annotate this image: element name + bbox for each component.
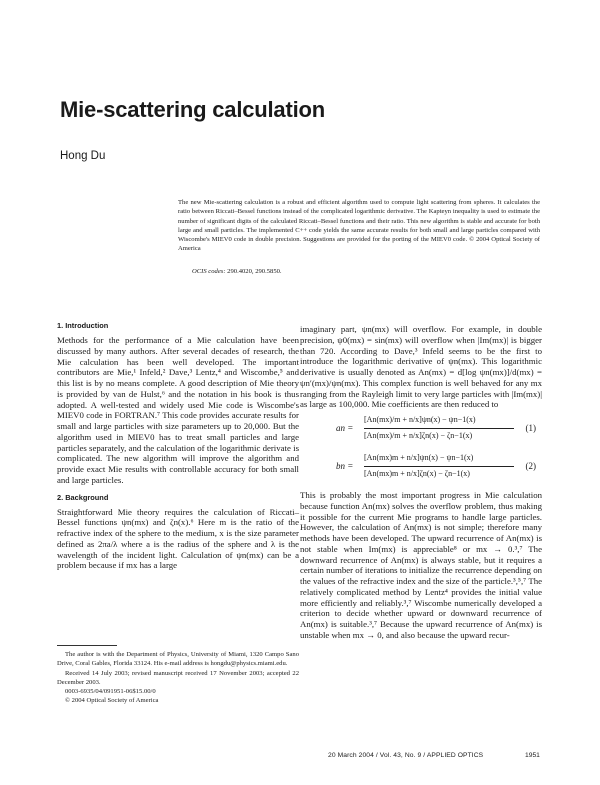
right-column bbox=[300, 324, 542, 641]
abstract: The new Mie-scattering calculation is a robust and efficient algorithm used to compute light scattering from spheres. It calculates the ratio between Riccati–Bessel functions instead of the complicated logarithmic derivative. The Kapteyn inequality is used to estimate the number of significant digits of the calculated Riccati–Bessel functions and their ratio. This new algorithm is stable and accurate for both large and small particles. The implemented C++ code yields the same accurate results for both small and large particles compared with Wiscombe's MIEV0 code in double precision. Suggestions are provided for the porting of the MIEV0 code. © 2004 Optical Society of America bbox=[178, 199, 540, 253]
equation-denominator: [An(mx)m + n/x]ζn(x) − ζn−1(x) bbox=[364, 469, 470, 478]
fraction-bar bbox=[364, 428, 514, 429]
paper-title: Mie-scattering calculation bbox=[60, 97, 325, 122]
equation-numerator: [An(mx)m + n/x]ψn(x) − ψn−1(x) bbox=[364, 453, 474, 462]
section-heading-background: 2. Background bbox=[57, 492, 109, 502]
equation-number: (1) bbox=[525, 423, 536, 433]
right-paragraph-2: This is probably the most important progress in Mie calculation because function An(mx) solves the overflow problem, thus making it possible for the current Mie programs to handle large particles. However, the calculation of An(mx) is not simple; therefore many methods have been developed. The upward recurrence of An(mx) is not stable when Im(mx) is appreciable⁸ or mx → 0.³,⁷ The downward recurrence of An(mx) is always stable, but it requires a certain number of iterations to initialize the recurrence depending on the values of the refractive index and the size of the particle.³,⁵,⁷ The relatively complicated method by Lentz⁴ provides the initial value more efficiently and reliably.³,⁷ Wiscombe numerically developed a criterion to decide whether upward or downward recurrence of An(mx) is suitable.³,⁷ Because the upward recurrence of An(mx) is unstable when mx → 0, and also because the upward recur- bbox=[300, 490, 542, 640]
left-column bbox=[57, 320, 299, 571]
received-dates: Received 14 July 2003; revised manuscript received 17 November 2003; accepted 22 December 2003. bbox=[57, 669, 299, 686]
ocis-codes bbox=[192, 268, 282, 275]
footnotes bbox=[57, 650, 299, 706]
right-paragraph-1: imaginary part, ψn(mx) will overflow. For example, in double precision, ψ0(mx) = sin(mx) will overflow when |Im(mx)| is bigger than 720. According to Dave,³ Infeld seems to be the first to introduce the logarithmic derivative of ψn(mx). This logarithmic derivative is usually denoted as An(mx) = d[log ψn(mx)]/d(mx) = ψn′(mx)/ψn(mx). This complex function is well behaved for any mx ranging from the Rayleigh limit to very large particles with |Im(mx)| as large as 100,000. Mie coefficients are then reduced to bbox=[300, 324, 542, 410]
copyright-notice: © 2004 Optical Society of America bbox=[65, 697, 159, 705]
ocis-values: 290.4020, 290.5850. bbox=[227, 268, 282, 275]
page-number: 1951 bbox=[525, 752, 540, 759]
equation-numerator: [An(mx)/m + n/x]ψn(x) − ψn−1(x) bbox=[364, 415, 476, 424]
introduction-text: Methods for the performance of a Mie calculation have been discussed by many authors. After several decades of research, the Mie calculation has been well developed. The important contributors are Mie,¹ Infeld,² Dave,³ Lentz,⁴ and Wiscombe,⁵ and this list is by no means complete. A good description of Mie theory is provided by van de Hulst,⁶ and the notation in his book is thus adopted. A well-tested and widely used Mie code is Wiscombe's MIEV0 code in FORTRAN.⁷ This code provides accurate results for small and large particles with size parameters up to 20,000. But the algorithm used in MIEV0 has to treat small particles and large particles separately, and the calculation of the logarithmic derivate is complicated. The new algorithm will improve the algorithm and provide exact Mie results with controllable accuracy for both small and large particles. bbox=[57, 335, 299, 485]
background-text: Straightforward Mie theory requires the calculation of Riccati–Bessel functions ψn(mx) and ζn(x).⁶ Here m is the ratio of the refractive index of the sphere to the medium, x is the size parameter defined as 2πa/λ where a is the radius of the sphere and λ is the wavelength of the incident light. Calculation of ψn(mx) can be a problem because if mx has a large bbox=[57, 506, 299, 571]
article-code: 0003-6935/04/091951-06$15.00/0 bbox=[65, 688, 156, 696]
fraction-bar bbox=[364, 466, 514, 467]
equation-denominator: [An(mx)/m + n/x]ζn(x) − ζn−1(x) bbox=[364, 431, 473, 440]
equation-number: (2) bbox=[525, 461, 536, 471]
author-affiliation: The author is with the Department of Physics, University of Miami, 1320 Campo Sano Drive, Coral Gables, Florida 33124. His e-mail address is hongdu@physics.miami.edu. bbox=[57, 651, 299, 668]
equation-2 bbox=[300, 452, 542, 486]
ocis-label: OCIS codes: bbox=[192, 268, 226, 275]
author-name: Hong Du bbox=[60, 150, 106, 162]
section-heading-introduction: 1. Introduction bbox=[57, 321, 109, 330]
footnote-divider bbox=[57, 645, 117, 646]
equation-lhs: bn = bbox=[336, 461, 354, 471]
journal-footer: 20 March 2004 / Vol. 43, No. 9 / APPLIED OPTICS bbox=[328, 752, 484, 759]
equation-lhs: an = bbox=[336, 423, 354, 433]
equation-1 bbox=[300, 414, 542, 448]
